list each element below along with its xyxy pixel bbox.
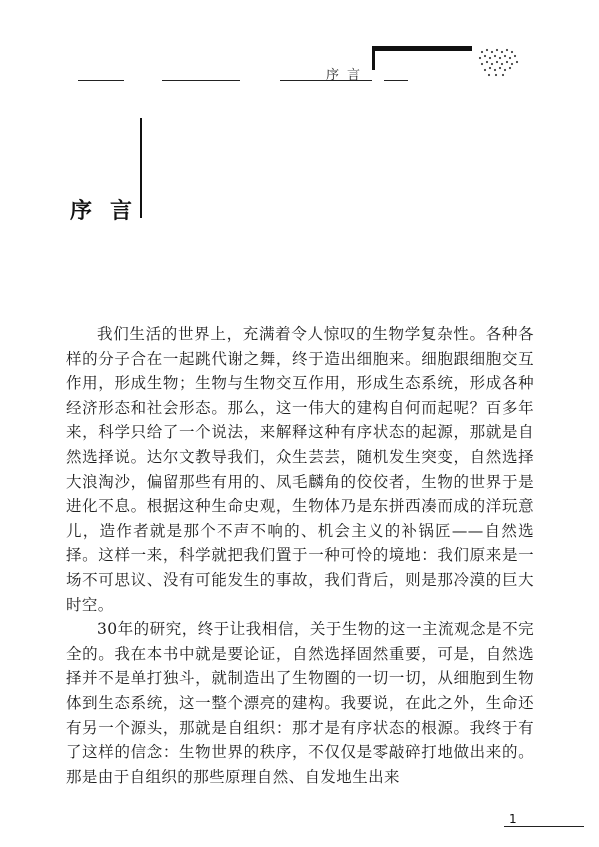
page-number: 1 (509, 812, 517, 826)
body-text (66, 322, 534, 789)
chapter-title: 序言 (70, 198, 151, 224)
footer-rule (504, 826, 584, 827)
header-dot-pattern-icon (476, 44, 522, 80)
header-rule-tick (372, 46, 375, 70)
header-rule-bold (372, 46, 472, 51)
header-rule-segment (78, 80, 124, 81)
header-rule-segment (384, 80, 408, 81)
paragraph: 30年的研究，终于让我相信，关于生物的这一主流观念是不完全的。我在本书中就是要论证，自然选择固然重要，可是，自然选择并不是单打独斗，就制造出了生物圈的一切一切，从细胞到生物体到生态系统，这一整个漂亮的建构。我要说，在此之外，生命还有另一个源头，那就是自组织：那才是有序状态的根源。我终于有了这样的信念：生物世界的秩序，不仅仅是零敲碎打地做出来的。那是由于自组织的那些原理自然、自发地生出来 (66, 620, 534, 786)
header-rule-segment (162, 80, 240, 81)
paragraph: 我们生活的世界上，充满着令人惊叹的生物学复杂性。各种各样的分子合在一起跳代谢之舞，终于造出细胞来。细胞跟细胞交互作用，形成生物；生物与生物交互作用，形成生态系统，形成各种经济形态和社会形态。那么，这一伟大的建构自何而起呢？百多年来，科学只给了一个说法，来解释这种有序状态的起源，那就是自然选择说。达尔文教导我们，众生芸芸，随机发生突变，自然选择大浪淘沙，偏留那些有用的、凤毛麟角的佼佼者，生物的世界于是进化不息。根据这种生命史观，生物体乃是东拼西凑而成的洋玩意儿，造作者就是那个不声不响的、机会主义的补锅匠——自然选择。这样一来，科学就把我们置于一种可怜的境地：我们原来是一场不可思议、没有可能发生的事故，我们背后，则是那冷漠的巨大时空。 (66, 325, 534, 614)
running-title: 序言 (326, 68, 369, 83)
